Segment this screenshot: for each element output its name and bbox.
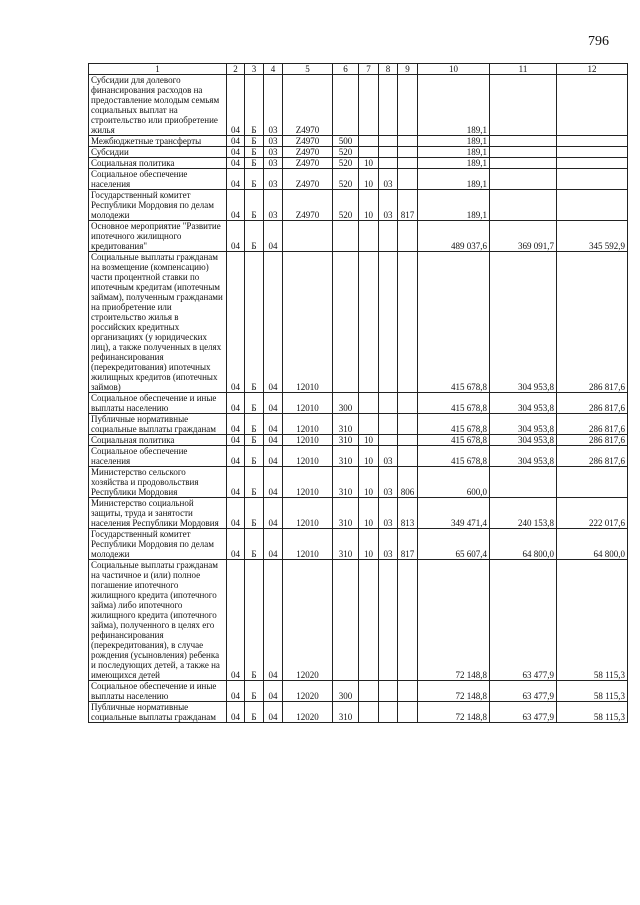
cell-amount-11: 63 477,9 bbox=[490, 681, 557, 702]
cell-amount-11: 240 153,8 bbox=[490, 498, 557, 529]
cell-code-5: 12010 bbox=[283, 529, 333, 560]
column-header: 9 bbox=[398, 64, 418, 75]
cell-code-9 bbox=[398, 147, 418, 158]
cell-amount-11: 304 953,8 bbox=[490, 446, 557, 467]
cell-amount-12 bbox=[557, 158, 628, 169]
header-row bbox=[89, 64, 628, 75]
cell-amount-10: 349 471,4 bbox=[418, 498, 490, 529]
cell-amount-12 bbox=[557, 75, 628, 136]
cell-code-4: 04 bbox=[264, 560, 283, 681]
cell-amount-10: 72 148,8 bbox=[418, 681, 490, 702]
cell-code-3: Б bbox=[245, 446, 264, 467]
cell-amount-11: 63 477,9 bbox=[490, 560, 557, 681]
cell-code-7: 10 bbox=[359, 446, 379, 467]
cell-code-9: 806 bbox=[398, 467, 418, 498]
cell-code-3: Б bbox=[245, 158, 264, 169]
cell-code-2: 04 bbox=[227, 221, 245, 252]
row-name: Социальные выплаты гражданам на возмещение (компенсацию) части процентной ставки по ипотечным кредитам (ипотечным займам), полученным гражданами на приобретение или строительство жилья в российских кредитных организациях (у юридических лиц), а также полученных в целях рефинансирования (перекредитования) ипотечных жилищных кредитов (ипотечных займов) bbox=[89, 252, 227, 393]
cell-code-9: 813 bbox=[398, 498, 418, 529]
cell-code-6: 310 bbox=[333, 446, 359, 467]
column-header: 6 bbox=[333, 64, 359, 75]
row-name: Субсидии для долевого финансирования расходов на предоставление молодым семьям социальных выплат на строительство или приобретение жилья bbox=[89, 75, 227, 136]
cell-code-5: 12010 bbox=[283, 393, 333, 414]
cell-code-8: 03 bbox=[379, 446, 398, 467]
cell-amount-11 bbox=[490, 75, 557, 136]
cell-code-9 bbox=[398, 414, 418, 435]
cell-amount-10: 65 607,4 bbox=[418, 529, 490, 560]
column-header: 3 bbox=[245, 64, 264, 75]
row-name: Межбюджетные трансферты bbox=[89, 136, 227, 147]
cell-code-5: 12020 bbox=[283, 560, 333, 681]
row-name: Публичные нормативные социальные выплаты гражданам bbox=[89, 414, 227, 435]
cell-code-5: Z4970 bbox=[283, 169, 333, 190]
cell-code-8 bbox=[379, 75, 398, 136]
cell-code-4: 04 bbox=[264, 393, 283, 414]
cell-code-9 bbox=[398, 681, 418, 702]
cell-code-6: 310 bbox=[333, 467, 359, 498]
table-row bbox=[89, 190, 628, 221]
cell-amount-12: 286 817,6 bbox=[557, 446, 628, 467]
cell-amount-10: 415 678,8 bbox=[418, 414, 490, 435]
cell-code-6 bbox=[333, 221, 359, 252]
cell-code-9: 817 bbox=[398, 190, 418, 221]
cell-code-9 bbox=[398, 158, 418, 169]
cell-code-7 bbox=[359, 221, 379, 252]
row-name: Социальная политика bbox=[89, 435, 227, 446]
table-row bbox=[89, 467, 628, 498]
cell-code-5: 12010 bbox=[283, 446, 333, 467]
cell-code-4: 04 bbox=[264, 467, 283, 498]
cell-code-7: 10 bbox=[359, 498, 379, 529]
cell-code-9 bbox=[398, 136, 418, 147]
cell-code-4: 04 bbox=[264, 498, 283, 529]
row-name: Министерство социальной защиты, труда и занятости населения Республики Мордовия bbox=[89, 498, 227, 529]
column-header: 1 bbox=[89, 64, 227, 75]
cell-code-8: 03 bbox=[379, 529, 398, 560]
cell-code-8 bbox=[379, 435, 398, 446]
cell-code-5: Z4970 bbox=[283, 136, 333, 147]
cell-code-4: 03 bbox=[264, 190, 283, 221]
cell-amount-10: 415 678,8 bbox=[418, 446, 490, 467]
cell-amount-11 bbox=[490, 147, 557, 158]
column-header: 11 bbox=[490, 64, 557, 75]
row-name: Социальное обеспечение населения bbox=[89, 169, 227, 190]
cell-amount-10: 189,1 bbox=[418, 158, 490, 169]
cell-code-9 bbox=[398, 393, 418, 414]
cell-code-2: 04 bbox=[227, 702, 245, 723]
cell-code-7 bbox=[359, 702, 379, 723]
cell-code-8 bbox=[379, 681, 398, 702]
cell-code-2: 04 bbox=[227, 529, 245, 560]
row-name: Социальная политика bbox=[89, 158, 227, 169]
row-name: Государственный комитет Республики Мордовия по делам молодежи bbox=[89, 529, 227, 560]
cell-code-3: Б bbox=[245, 252, 264, 393]
cell-amount-10: 72 148,8 bbox=[418, 702, 490, 723]
row-name: Социальное обеспечение и иные выплаты населению bbox=[89, 393, 227, 414]
cell-code-4: 04 bbox=[264, 702, 283, 723]
cell-code-4: 04 bbox=[264, 221, 283, 252]
cell-code-5: Z4970 bbox=[283, 158, 333, 169]
cell-code-7 bbox=[359, 681, 379, 702]
cell-amount-12 bbox=[557, 169, 628, 190]
cell-amount-11: 304 953,8 bbox=[490, 252, 557, 393]
row-name: Социальное обеспечение населения bbox=[89, 446, 227, 467]
cell-amount-10: 72 148,8 bbox=[418, 560, 490, 681]
table-row bbox=[89, 498, 628, 529]
cell-code-7 bbox=[359, 75, 379, 136]
cell-code-9 bbox=[398, 560, 418, 681]
cell-amount-12: 286 817,6 bbox=[557, 414, 628, 435]
table-row bbox=[89, 560, 628, 681]
cell-code-2: 04 bbox=[227, 252, 245, 393]
table-row bbox=[89, 446, 628, 467]
cell-code-3: Б bbox=[245, 169, 264, 190]
cell-code-5 bbox=[283, 221, 333, 252]
cell-code-6 bbox=[333, 75, 359, 136]
table-row bbox=[89, 529, 628, 560]
column-header: 4 bbox=[264, 64, 283, 75]
table-row bbox=[89, 158, 628, 169]
row-name: Субсидии bbox=[89, 147, 227, 158]
cell-code-2: 04 bbox=[227, 136, 245, 147]
cell-code-4: 04 bbox=[264, 446, 283, 467]
cell-code-9 bbox=[398, 446, 418, 467]
table-row bbox=[89, 75, 628, 136]
cell-code-2: 04 bbox=[227, 169, 245, 190]
cell-amount-10: 415 678,8 bbox=[418, 393, 490, 414]
table-row bbox=[89, 702, 628, 723]
cell-amount-11: 304 953,8 bbox=[490, 435, 557, 446]
cell-code-4: 03 bbox=[264, 147, 283, 158]
cell-code-5: Z4970 bbox=[283, 75, 333, 136]
row-name: Социальное обеспечение и иные выплаты населению bbox=[89, 681, 227, 702]
cell-code-7 bbox=[359, 414, 379, 435]
cell-amount-10: 189,1 bbox=[418, 190, 490, 221]
cell-code-7: 10 bbox=[359, 158, 379, 169]
cell-amount-12: 58 115,3 bbox=[557, 681, 628, 702]
row-name: Государственный комитет Республики Мордовия по делам молодежи bbox=[89, 190, 227, 221]
cell-code-5: 12010 bbox=[283, 414, 333, 435]
cell-amount-11: 63 477,9 bbox=[490, 702, 557, 723]
cell-amount-10: 189,1 bbox=[418, 147, 490, 158]
cell-amount-12: 286 817,6 bbox=[557, 435, 628, 446]
cell-amount-12: 286 817,6 bbox=[557, 393, 628, 414]
cell-code-2: 04 bbox=[227, 446, 245, 467]
cell-code-6: 300 bbox=[333, 681, 359, 702]
column-header: 5 bbox=[283, 64, 333, 75]
cell-code-7 bbox=[359, 136, 379, 147]
cell-code-7 bbox=[359, 393, 379, 414]
cell-code-2: 04 bbox=[227, 681, 245, 702]
cell-code-6: 520 bbox=[333, 158, 359, 169]
cell-amount-12 bbox=[557, 136, 628, 147]
cell-code-9 bbox=[398, 75, 418, 136]
cell-code-4: 04 bbox=[264, 435, 283, 446]
cell-amount-10: 600,0 bbox=[418, 467, 490, 498]
cell-code-5: 12010 bbox=[283, 435, 333, 446]
cell-code-2: 04 bbox=[227, 158, 245, 169]
cell-code-8: 03 bbox=[379, 190, 398, 221]
table-row bbox=[89, 393, 628, 414]
cell-code-9 bbox=[398, 435, 418, 446]
cell-code-6 bbox=[333, 560, 359, 681]
cell-code-2: 04 bbox=[227, 467, 245, 498]
table-row bbox=[89, 414, 628, 435]
cell-amount-10: 415 678,8 bbox=[418, 252, 490, 393]
cell-code-6: 520 bbox=[333, 169, 359, 190]
row-name: Основное мероприятие "Развитие ипотечного жилищного кредитования" bbox=[89, 221, 227, 252]
cell-code-8 bbox=[379, 158, 398, 169]
cell-amount-11: 304 953,8 bbox=[490, 393, 557, 414]
cell-code-5: 12020 bbox=[283, 702, 333, 723]
cell-code-8 bbox=[379, 221, 398, 252]
cell-code-3: Б bbox=[245, 467, 264, 498]
table-row bbox=[89, 221, 628, 252]
cell-code-6: 300 bbox=[333, 393, 359, 414]
cell-code-7 bbox=[359, 147, 379, 158]
cell-code-7 bbox=[359, 560, 379, 681]
row-name: Социальные выплаты гражданам на частичное и (или) полное погашение ипотечного жилищного кредита (ипотечного займа) либо ипотечного жилищного кредита (ипотечного займа), полученного в целях его рефинансирования (перекредитования), в случае рождения (усыновления) ребенка и последующих детей, а также на имеющихся детей bbox=[89, 560, 227, 681]
cell-amount-12 bbox=[557, 147, 628, 158]
cell-code-3: Б bbox=[245, 221, 264, 252]
cell-amount-11: 304 953,8 bbox=[490, 414, 557, 435]
cell-amount-10: 489 037,6 bbox=[418, 221, 490, 252]
cell-code-4: 03 bbox=[264, 169, 283, 190]
cell-code-8: 03 bbox=[379, 169, 398, 190]
cell-code-9 bbox=[398, 221, 418, 252]
cell-code-7: 10 bbox=[359, 529, 379, 560]
cell-code-6: 500 bbox=[333, 136, 359, 147]
cell-code-6: 520 bbox=[333, 147, 359, 158]
row-name: Публичные нормативные социальные выплаты гражданам bbox=[89, 702, 227, 723]
cell-code-3: Б bbox=[245, 414, 264, 435]
cell-amount-12 bbox=[557, 190, 628, 221]
cell-code-4: 04 bbox=[264, 252, 283, 393]
cell-code-6: 310 bbox=[333, 498, 359, 529]
cell-code-3: Б bbox=[245, 702, 264, 723]
cell-amount-12: 286 817,6 bbox=[557, 252, 628, 393]
cell-code-7 bbox=[359, 252, 379, 393]
cell-code-3: Б bbox=[245, 529, 264, 560]
cell-code-2: 04 bbox=[227, 435, 245, 446]
cell-amount-11 bbox=[490, 158, 557, 169]
table-row bbox=[89, 136, 628, 147]
cell-amount-11 bbox=[490, 136, 557, 147]
cell-code-4: 03 bbox=[264, 158, 283, 169]
table-row bbox=[89, 147, 628, 158]
cell-amount-10: 189,1 bbox=[418, 169, 490, 190]
cell-code-6: 310 bbox=[333, 414, 359, 435]
cell-amount-11 bbox=[490, 190, 557, 221]
cell-code-3: Б bbox=[245, 393, 264, 414]
page-number: 796 bbox=[588, 34, 609, 49]
cell-code-8 bbox=[379, 414, 398, 435]
cell-amount-12 bbox=[557, 467, 628, 498]
cell-code-8 bbox=[379, 702, 398, 723]
cell-amount-11 bbox=[490, 467, 557, 498]
cell-code-3: Б bbox=[245, 147, 264, 158]
table-row bbox=[89, 169, 628, 190]
cell-code-6: 520 bbox=[333, 190, 359, 221]
cell-amount-12: 345 592,9 bbox=[557, 221, 628, 252]
budget-table bbox=[88, 63, 628, 723]
row-name: Министерство сельского хозяйства и продовольствия Республики Мордовия bbox=[89, 467, 227, 498]
cell-code-2: 04 bbox=[227, 498, 245, 529]
cell-code-9 bbox=[398, 702, 418, 723]
cell-code-5: 12010 bbox=[283, 498, 333, 529]
cell-code-3: Б bbox=[245, 498, 264, 529]
cell-code-7: 10 bbox=[359, 190, 379, 221]
column-header: 2 bbox=[227, 64, 245, 75]
cell-code-7: 10 bbox=[359, 435, 379, 446]
cell-code-2: 04 bbox=[227, 75, 245, 136]
cell-code-6: 310 bbox=[333, 435, 359, 446]
table-row bbox=[89, 681, 628, 702]
cell-code-9 bbox=[398, 252, 418, 393]
table-row bbox=[89, 252, 628, 393]
cell-code-4: 04 bbox=[264, 681, 283, 702]
cell-amount-11: 369 091,7 bbox=[490, 221, 557, 252]
cell-code-3: Б bbox=[245, 560, 264, 681]
cell-code-8 bbox=[379, 393, 398, 414]
cell-amount-11: 64 800,0 bbox=[490, 529, 557, 560]
cell-code-8 bbox=[379, 252, 398, 393]
cell-amount-11 bbox=[490, 169, 557, 190]
cell-code-4: 03 bbox=[264, 75, 283, 136]
cell-code-7: 10 bbox=[359, 467, 379, 498]
cell-code-2: 04 bbox=[227, 147, 245, 158]
cell-amount-10: 189,1 bbox=[418, 75, 490, 136]
cell-code-8 bbox=[379, 560, 398, 681]
cell-code-8 bbox=[379, 147, 398, 158]
cell-amount-10: 415 678,8 bbox=[418, 435, 490, 446]
cell-code-5: Z4970 bbox=[283, 147, 333, 158]
cell-code-3: Б bbox=[245, 136, 264, 147]
cell-code-7: 10 bbox=[359, 169, 379, 190]
cell-code-5: 12010 bbox=[283, 252, 333, 393]
cell-code-9: 817 bbox=[398, 529, 418, 560]
cell-code-5: Z4970 bbox=[283, 190, 333, 221]
cell-code-2: 04 bbox=[227, 393, 245, 414]
column-header: 12 bbox=[557, 64, 628, 75]
cell-amount-12: 64 800,0 bbox=[557, 529, 628, 560]
cell-code-3: Б bbox=[245, 681, 264, 702]
column-header: 8 bbox=[379, 64, 398, 75]
column-header: 7 bbox=[359, 64, 379, 75]
cell-code-8: 03 bbox=[379, 467, 398, 498]
cell-code-2: 04 bbox=[227, 414, 245, 435]
cell-code-8: 03 bbox=[379, 498, 398, 529]
cell-code-6: 310 bbox=[333, 529, 359, 560]
cell-amount-12: 58 115,3 bbox=[557, 702, 628, 723]
cell-code-8 bbox=[379, 136, 398, 147]
cell-code-6: 310 bbox=[333, 702, 359, 723]
cell-code-2: 04 bbox=[227, 560, 245, 681]
cell-amount-10: 189,1 bbox=[418, 136, 490, 147]
cell-code-5: 12020 bbox=[283, 681, 333, 702]
table-row bbox=[89, 435, 628, 446]
cell-code-3: Б bbox=[245, 75, 264, 136]
cell-code-2: 04 bbox=[227, 190, 245, 221]
column-header: 10 bbox=[418, 64, 490, 75]
cell-code-9 bbox=[398, 169, 418, 190]
cell-code-4: 04 bbox=[264, 529, 283, 560]
cell-amount-12: 222 017,6 bbox=[557, 498, 628, 529]
cell-code-4: 03 bbox=[264, 136, 283, 147]
cell-amount-12: 58 115,3 bbox=[557, 560, 628, 681]
cell-code-6 bbox=[333, 252, 359, 393]
cell-code-5: 12010 bbox=[283, 467, 333, 498]
cell-code-3: Б bbox=[245, 435, 264, 446]
cell-code-4: 04 bbox=[264, 414, 283, 435]
cell-code-3: Б bbox=[245, 190, 264, 221]
